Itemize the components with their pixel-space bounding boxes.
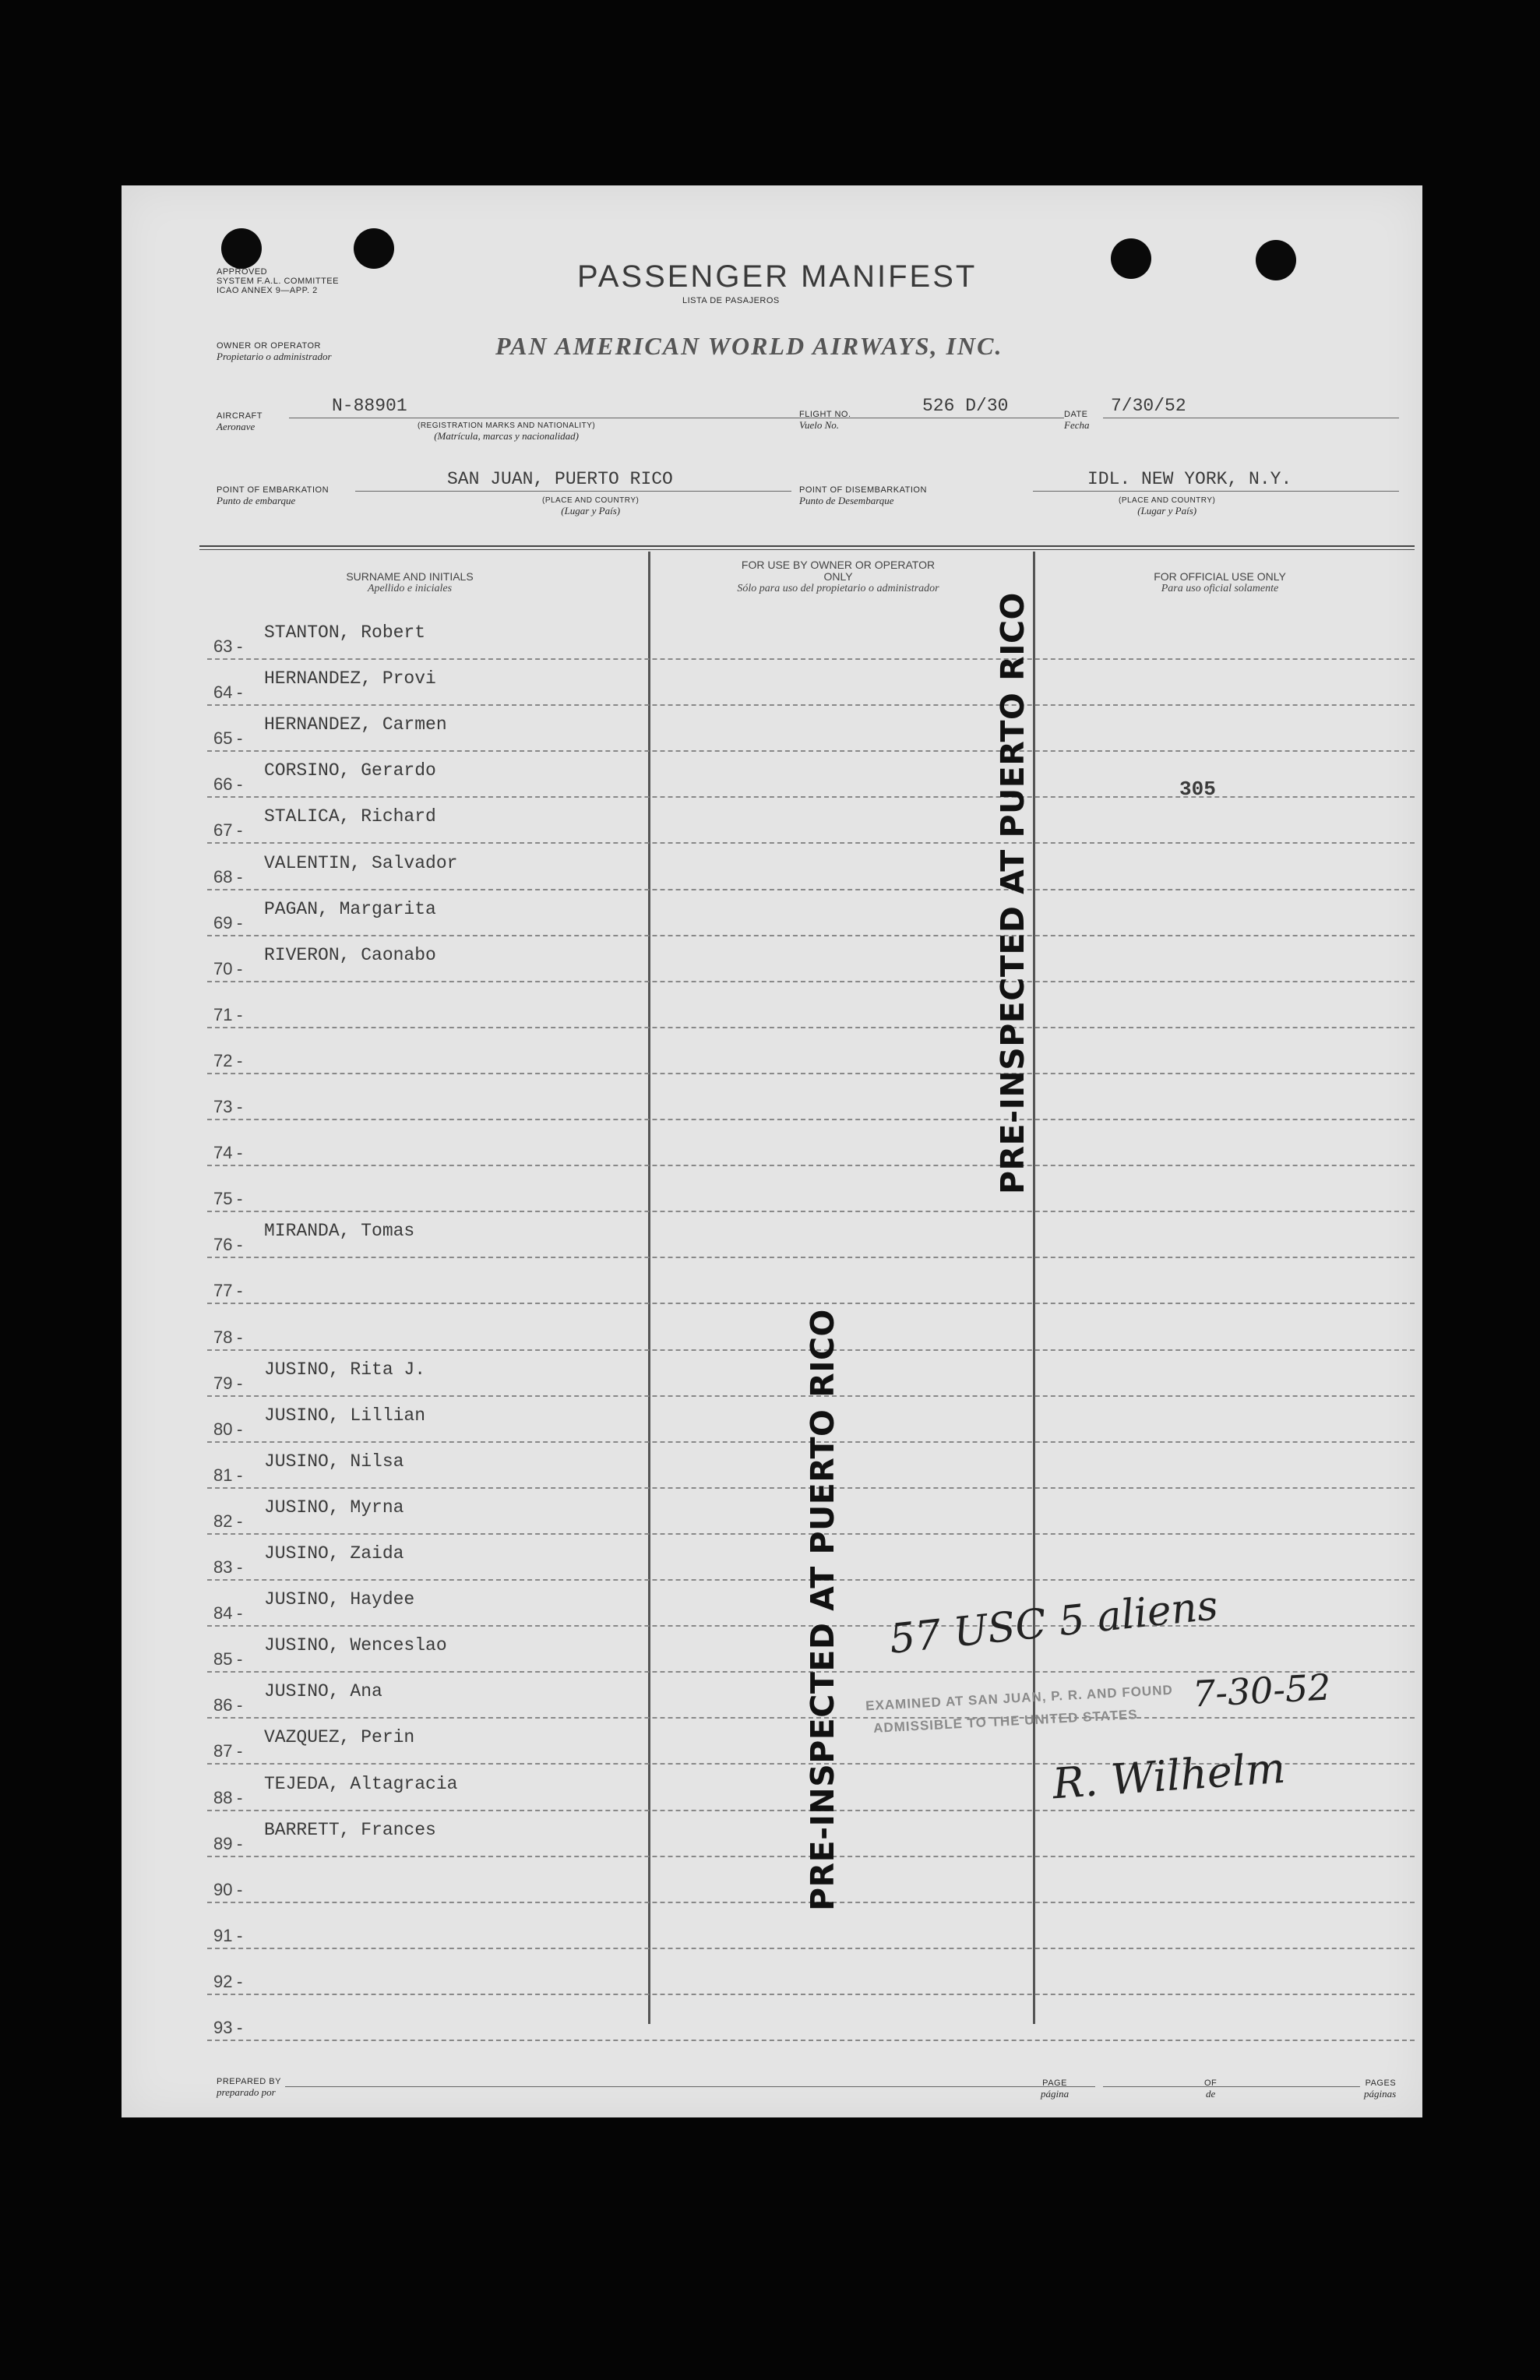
embark-label-es: Punto de embarque	[217, 495, 296, 506]
row-number: 83	[213, 1557, 233, 1577]
row-number: 65	[213, 728, 233, 749]
passenger-name: TEJEDA, Altagracia	[264, 1773, 458, 1794]
disembark-value: IDL. NEW YORK, N.Y.	[1087, 469, 1292, 489]
row-number-dash: -	[237, 682, 243, 703]
passenger-name: HERNANDEZ, Provi	[264, 668, 436, 689]
column-header-owner	[737, 559, 939, 594]
row-number-dash: -	[237, 1097, 243, 1116]
row-number-dash: -	[237, 1465, 243, 1485]
row-number: 69	[213, 912, 233, 933]
row-number-dash: -	[237, 1511, 243, 1531]
row-rule	[207, 1211, 1415, 1212]
row-rule	[207, 1994, 1415, 1995]
row-number-dash: -	[237, 1787, 243, 1807]
row-number-dash: -	[237, 1971, 243, 1991]
row-number-dash: -	[237, 1004, 243, 1024]
place-note-text: (PLACE AND COUNTRY)	[542, 496, 640, 505]
row-number-dash: -	[237, 820, 243, 841]
row-rule	[207, 1257, 1415, 1258]
row-number: 89	[213, 1833, 233, 1853]
row-number-dash: -	[237, 2018, 243, 2037]
prepared-by-es: preparado por	[217, 2086, 276, 2098]
row-number: 66	[213, 774, 233, 795]
passenger-name: VALENTIN, Salvador	[264, 852, 458, 873]
passenger-name: HERNANDEZ, Carmen	[264, 714, 447, 735]
row-number: 91	[213, 1925, 233, 1945]
owner-label-text: OWNER OR OPERATOR	[217, 341, 321, 351]
punch-hole-icon	[221, 228, 262, 269]
column-header-surname	[270, 571, 550, 594]
place-note-es: (Lugar y País)	[561, 505, 621, 517]
embark-label-text: POINT OF EMBARKATION	[217, 485, 329, 495]
approved-line: ICAO ANNEX 9—APP. 2	[217, 286, 318, 295]
column-header-owner-es: Sólo para uso del propietario o administrador	[737, 583, 939, 594]
flight-label	[799, 410, 851, 430]
passenger-name: STALICA, Richard	[264, 806, 436, 827]
disembark-underline	[1033, 491, 1399, 492]
row-number-dash: -	[237, 636, 243, 656]
passenger-name: RIVERON, Caonabo	[264, 944, 436, 965]
date-label-es: Fecha	[1064, 419, 1090, 431]
row-number: 78	[213, 1327, 233, 1347]
row-number-dash: -	[237, 958, 243, 978]
official-number: 305	[1179, 777, 1216, 801]
page-title: PASSENGER MANIFEST	[577, 259, 978, 294]
table-top-rule	[199, 545, 1415, 547]
passenger-name: CORSINO, Gerardo	[264, 760, 436, 781]
aircraft-label-es: Aeronave	[217, 421, 255, 432]
page-label-text: PAGE	[1042, 2079, 1067, 2088]
row-rule	[207, 981, 1415, 982]
manifest-paper	[122, 185, 1422, 2117]
flight-label-text: FLIGHT NO.	[799, 410, 851, 419]
row-number: 80	[213, 1419, 233, 1439]
row-rule	[207, 2040, 1415, 2041]
row-number-dash: -	[237, 1833, 243, 1853]
passenger-name: JUSINO, Nilsa	[264, 1451, 404, 1472]
row-number-dash: -	[237, 1327, 243, 1347]
row-rule	[207, 1119, 1415, 1120]
row-number: 68	[213, 866, 233, 887]
row-number-dash: -	[237, 1419, 243, 1439]
flight-value: 526 D/30	[922, 396, 1009, 416]
row-number-dash: -	[237, 1143, 243, 1163]
passenger-name: STANTON, Robert	[264, 622, 426, 643]
row-number: 70	[213, 958, 233, 978]
punch-hole-icon	[1111, 238, 1151, 279]
column-header-owner-text: FOR USE BY OWNER OR OPERATOR ONLY	[741, 559, 936, 583]
pages-line	[1103, 2086, 1360, 2087]
embark-underline	[355, 491, 791, 492]
row-number-dash: -	[237, 1281, 243, 1301]
date-label-text: DATE	[1064, 410, 1088, 419]
of-label	[1204, 2079, 1217, 2099]
handwritten-date: 7-30-52	[1191, 1666, 1332, 1715]
passenger-name: JUSINO, Wenceslao	[264, 1635, 447, 1656]
row-number-dash: -	[237, 1189, 243, 1209]
row-number: 74	[213, 1143, 233, 1163]
disembark-place-note	[1119, 495, 1215, 516]
row-rule	[207, 1165, 1415, 1166]
row-number-dash: -	[237, 1235, 243, 1255]
registration-note-es: (Matrícula, marcas y nacionalidad)	[434, 430, 580, 442]
approved-line: APPROVED	[217, 267, 268, 277]
flight-label-es: Vuelo No.	[799, 419, 840, 431]
airline-name: PAN AMERICAN WORLD AIRWAYS, INC.	[495, 332, 1003, 360]
row-number-dash: -	[237, 728, 243, 749]
of-label-text: OF	[1204, 2079, 1218, 2088]
column-header-official	[1080, 571, 1360, 594]
examined-stamp: EXAMINED AT SAN JUAN, P. R. AND FOUND	[865, 1682, 1174, 1714]
row-number: 63	[213, 636, 233, 656]
passenger-name: JUSINO, Haydee	[264, 1589, 415, 1610]
place-note-es: (Lugar y País)	[1137, 505, 1197, 517]
date-value: 7/30/52	[1111, 396, 1186, 416]
row-number-dash: -	[237, 1557, 243, 1577]
column-header-official-text: FOR OFFICIAL USE ONLY	[1154, 570, 1286, 583]
pages-label-text: PAGES	[1365, 2079, 1397, 2088]
row-number: 90	[213, 1879, 233, 1899]
row-rule	[207, 796, 1415, 798]
owner-label-es: Propietario o administrador	[217, 351, 332, 362]
handwritten-signature: R. Wilhelm	[1051, 1743, 1288, 1809]
row-number-dash: -	[237, 1373, 243, 1393]
page-label	[1041, 2079, 1069, 2099]
column-header-surname-es: Apellido e iniciales	[367, 583, 453, 594]
passenger-name: VAZQUEZ, Perin	[264, 1727, 415, 1748]
row-number-dash: -	[237, 1741, 243, 1761]
of-label-es: de	[1206, 2088, 1216, 2100]
passenger-name: JUSINO, Zaida	[264, 1543, 404, 1564]
row-rule	[207, 704, 1415, 706]
row-number: 88	[213, 1787, 233, 1807]
column-divider	[648, 552, 650, 2024]
row-number: 81	[213, 1465, 233, 1485]
preinspected-stamp-lower: PRE-INSPECTED AT PUERTO RICO	[804, 1309, 841, 1911]
passenger-name: JUSINO, Lillian	[264, 1405, 426, 1426]
row-number: 87	[213, 1741, 233, 1761]
row-rule	[207, 658, 1415, 660]
disembark-label	[799, 485, 927, 506]
disembark-label-es: Punto de Desembarque	[799, 495, 894, 506]
row-number: 67	[213, 820, 233, 841]
passenger-name: JUSINO, Rita J.	[264, 1359, 426, 1380]
row-number: 76	[213, 1235, 233, 1255]
preinspected-stamp-upper: PRE-INSPECTED AT PUERTO RICO	[994, 592, 1031, 1194]
punch-hole-icon	[354, 228, 394, 269]
row-number-dash: -	[237, 1603, 243, 1624]
place-note-text: (PLACE AND COUNTRY)	[1119, 496, 1216, 505]
row-rule	[207, 750, 1415, 752]
row-rule	[207, 842, 1415, 844]
prepared-by-label	[217, 2077, 281, 2097]
embark-label	[217, 485, 329, 506]
row-number: 73	[213, 1097, 233, 1116]
prepared-by-line	[285, 2086, 1095, 2087]
pages-label	[1364, 2079, 1396, 2099]
row-number: 86	[213, 1695, 233, 1715]
row-number-dash: -	[237, 912, 243, 933]
row-rule	[207, 935, 1415, 936]
passenger-name: BARRETT, Frances	[264, 1819, 436, 1840]
row-number-dash: -	[237, 1050, 243, 1070]
row-number: 84	[213, 1603, 233, 1624]
row-number: 75	[213, 1189, 233, 1209]
approved-block	[217, 267, 339, 295]
row-number: 92	[213, 1971, 233, 1991]
aircraft-label	[217, 411, 263, 432]
column-header-surname-text: SURNAME AND INITIALS	[346, 570, 474, 583]
owner-label	[217, 341, 332, 361]
column-divider	[1033, 552, 1035, 2024]
aircraft-value: N-88901	[332, 396, 407, 416]
row-number: 77	[213, 1281, 233, 1301]
page-title-es: LISTA DE PASAJEROS	[682, 296, 780, 305]
registration-note	[418, 421, 595, 441]
row-number: 64	[213, 682, 233, 703]
row-rule	[207, 1027, 1415, 1028]
disembark-label-text: POINT OF DISEMBARKATION	[799, 485, 927, 495]
row-number-dash: -	[237, 774, 243, 795]
row-number-dash: -	[237, 1925, 243, 1945]
row-number-dash: -	[237, 866, 243, 887]
aircraft-label-text: AIRCRAFT	[217, 411, 263, 421]
row-number: 82	[213, 1511, 233, 1531]
row-number-dash: -	[237, 1695, 243, 1715]
page-label-es: página	[1041, 2088, 1070, 2100]
row-number: 85	[213, 1649, 233, 1670]
passenger-name: JUSINO, Ana	[264, 1681, 382, 1702]
passenger-name: MIRANDA, Tomas	[264, 1221, 415, 1242]
row-number: 79	[213, 1373, 233, 1393]
column-header-official-es: Para uso oficial solamente	[1161, 583, 1279, 594]
row-rule	[207, 1303, 1415, 1304]
row-number: 93	[213, 2018, 233, 2037]
row-rule	[207, 1948, 1415, 1949]
prepared-by-text: PREPARED BY	[217, 2077, 281, 2086]
approved-line: SYSTEM F.A.L. COMMITTEE	[217, 277, 339, 286]
admissible-stamp: ADMISSIBLE TO THE UNITED STATES	[872, 1707, 1139, 1736]
table-top-rule	[199, 549, 1415, 550]
registration-note-text: (REGISTRATION MARKS AND NATIONALITY)	[418, 421, 596, 430]
passenger-name: JUSINO, Myrna	[264, 1497, 404, 1518]
embark-place-note	[542, 495, 639, 516]
row-rule	[207, 889, 1415, 890]
row-number-dash: -	[237, 1649, 243, 1670]
row-number: 72	[213, 1050, 233, 1070]
date-label	[1064, 410, 1089, 430]
passenger-name: PAGAN, Margarita	[264, 898, 436, 919]
pages-label-es: páginas	[1364, 2088, 1397, 2100]
row-rule	[207, 1073, 1415, 1074]
embark-value: SAN JUAN, PUERTO RICO	[447, 469, 673, 489]
row-number: 71	[213, 1004, 233, 1024]
row-number-dash: -	[237, 1879, 243, 1899]
punch-hole-icon	[1256, 240, 1296, 280]
handwritten-count: 57 USC 5 aliens	[887, 1582, 1221, 1663]
